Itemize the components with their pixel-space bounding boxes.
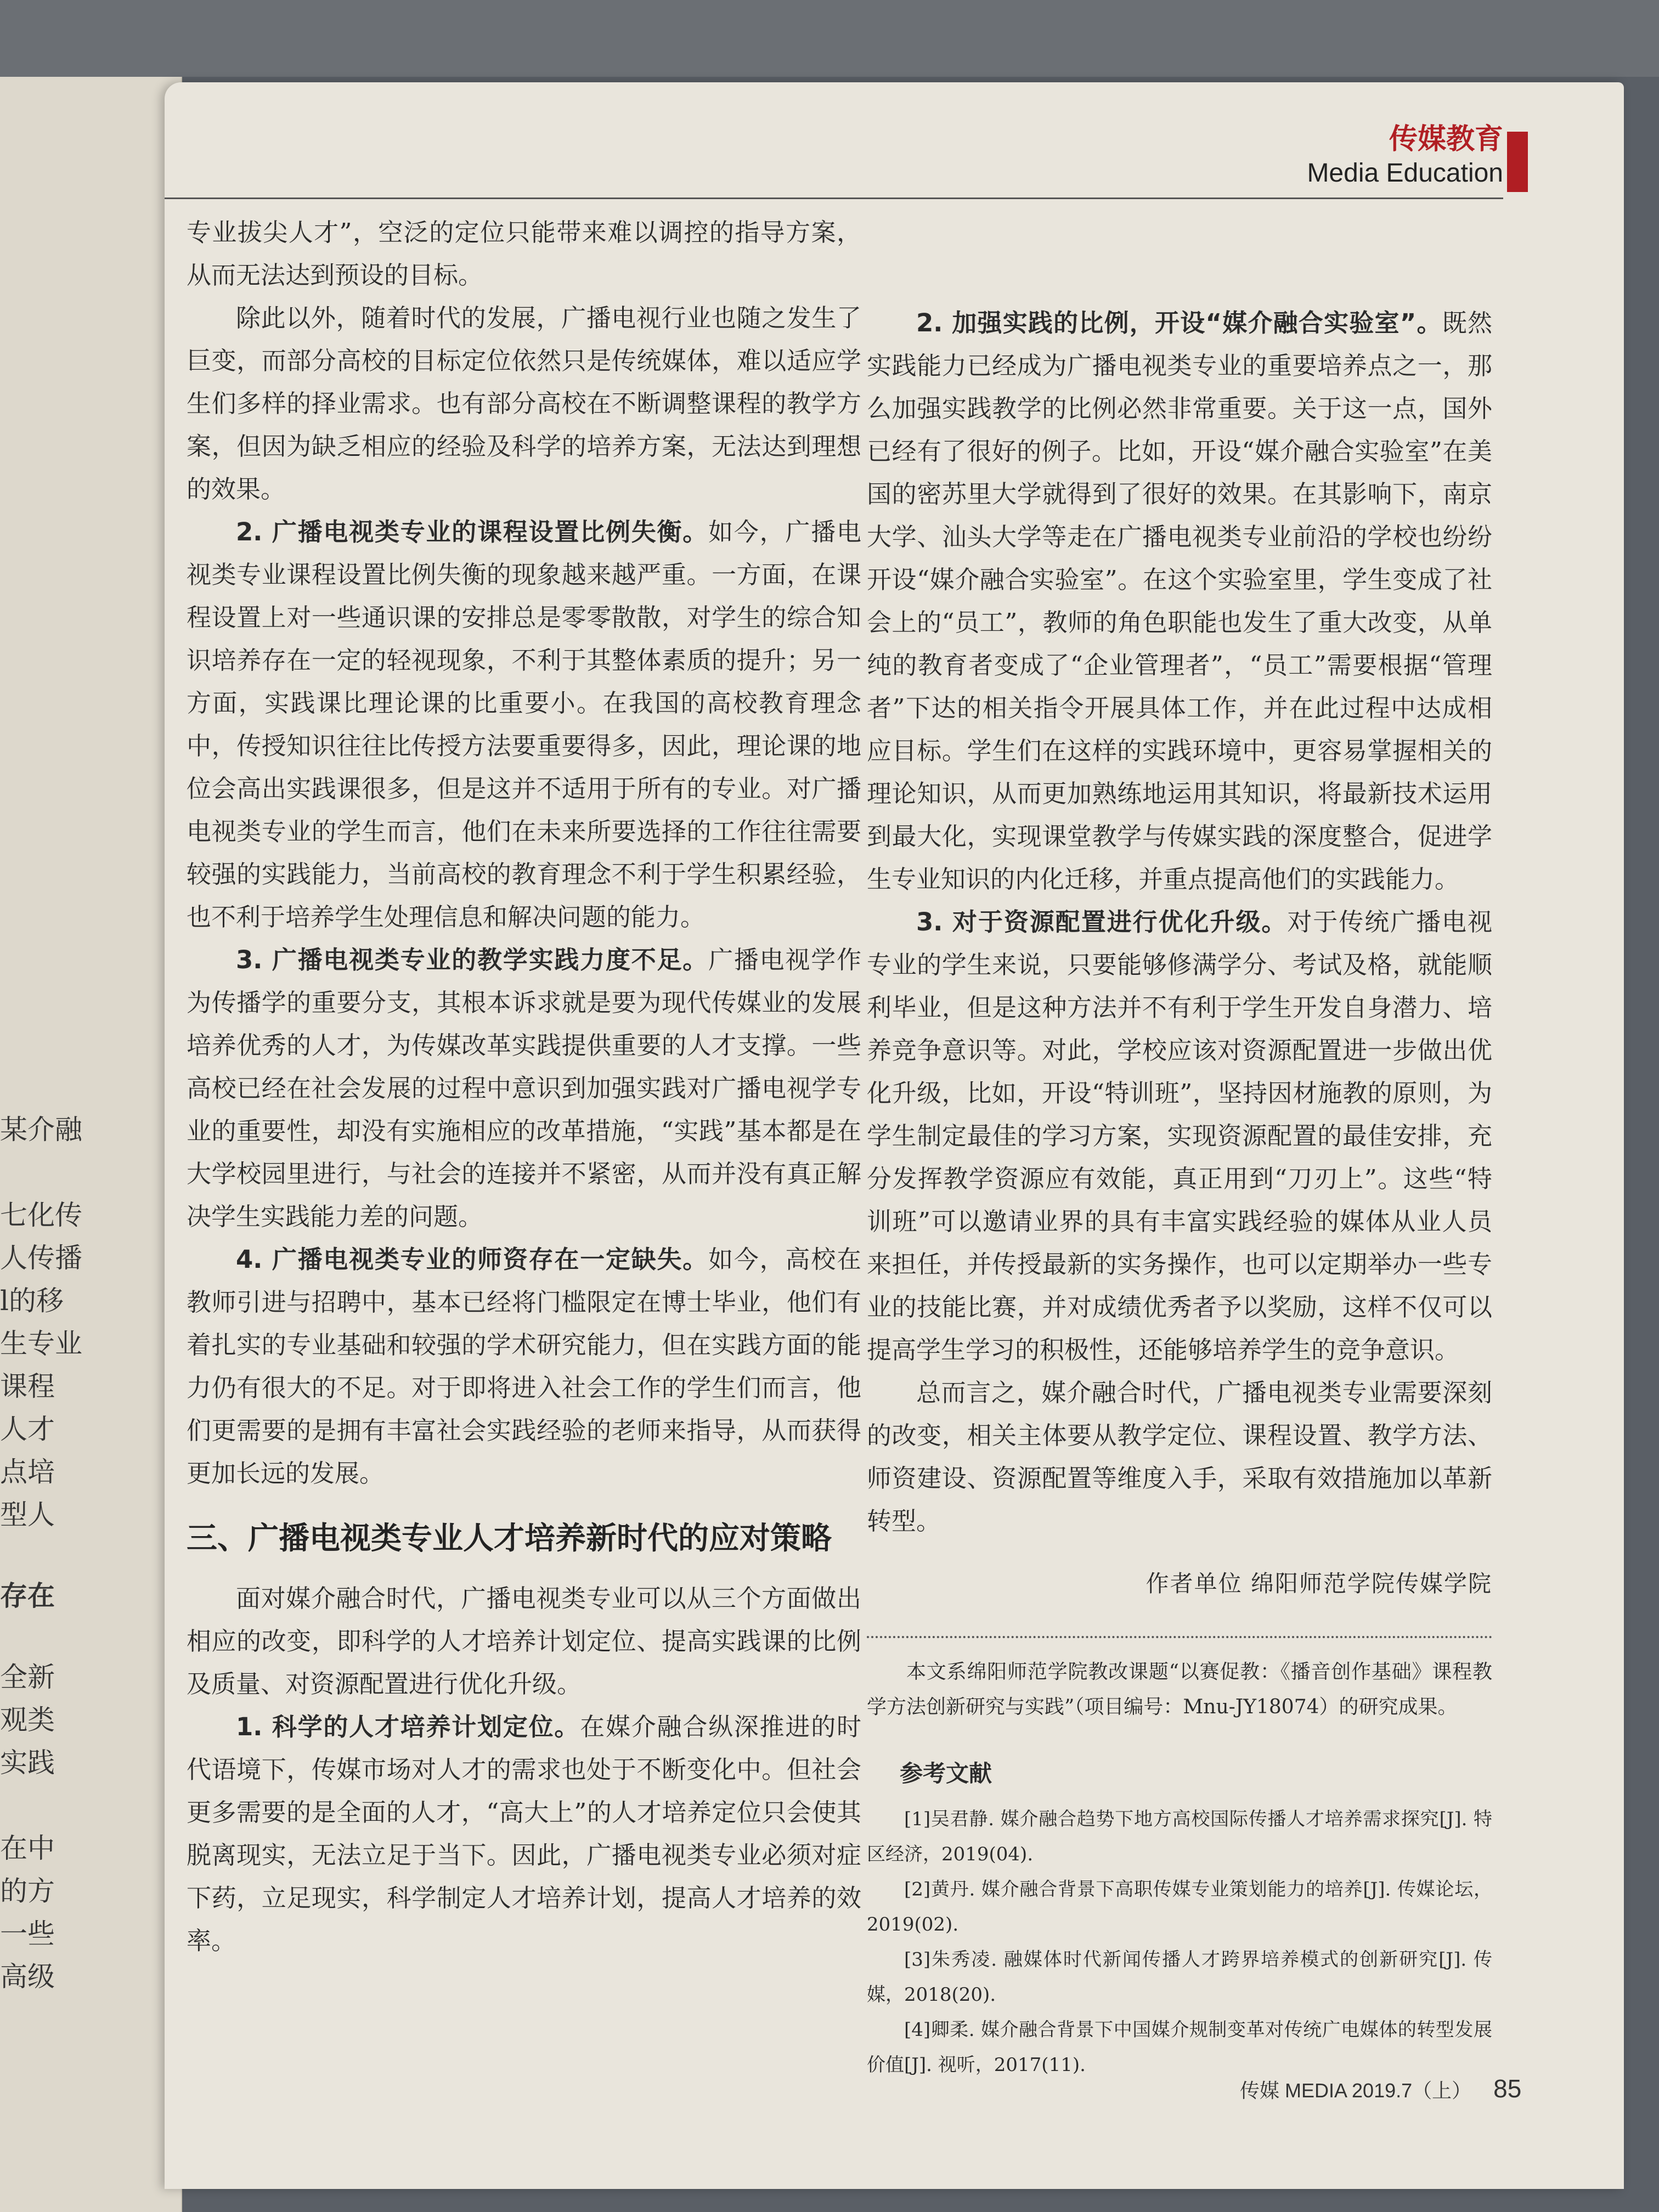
left-fragment: 七化传 [0,1199,82,1231]
paragraph: 1. 科学的人才培养计划定位。在媒介融合纵深推进的时代语境下，传媒市场对人才的需求也处于不断变化中。但社会更多需要的是全面的人才，“高大上”的人才培养定位只会使其脱离现实，无法立足于当下。因此，广播电视类专业必须对症下药，立足现实，科学制定人才培养计划，提高人才培养的效率。 [187,1712,861,1955]
reference-item: [2]黄丹. 媒介融合背景下高职传媒专业策划能力的培养[J]. 传媒论坛，2019(02). [867,1878,1492,1936]
subheading: 2. 加强实践的比例，开设“媒介融合实验室”。 [916,308,1442,337]
paragraph: 4. 广播电视类专业的师资存在一定缺失。如今，高校在教师引进与招聘中，基本已经将门槛限定在博士毕业，他们有着扎实的专业基础和较强的学术研究能力，但在实践方面的能力仍有很大的不足。对于即将进入社会工作的学生们而言，他们更需要的是拥有丰富社会实践经验的老师来指导，从而获得更加长远的发展。 [187,1245,861,1488]
author-affiliation: 作者单位 绵阳师范学院传媒学院 [1146,1570,1492,1597]
section-title-en: Media Education [1307,159,1503,188]
left-fragment: 型人 [0,1499,55,1531]
dotted-divider [867,1636,1492,1638]
left-fragment: 存在 [0,1579,55,1612]
left-fragment: 高级 [0,1961,55,1993]
header-rule [165,198,1503,199]
background-dark [0,0,1659,77]
subheading: 3. 对于资源配置进行优化升级。 [916,907,1288,936]
paragraph: 3. 对于资源配置进行优化升级。对于传统广播电视专业的学生来说，只要能够修满学分、考试及格，就能顺利毕业，但是这种方法并不有利于学生开发自身潜力、培养竞争意识等。对此，学校应该对资源配置进一步做出优化升级，比如，开设“特训班”，坚持因材施教的原则，为学生制定最佳的学习方案，实现资源配置的最佳安排，充分发挥教学资源应有效能，真正用到“刀刃上”。这些“特训班”可以邀请业界的具有丰富实践经验的媒体从业人员来担任，并传授最新的实务操作，也可以定期举办一些专业的技能比赛，并对成绩优秀者予以奖励，这样不仅可以提高学生学习的积极性，还能够培养学生的竞争意识。 [867,907,1492,1364]
paragraph: 面对媒介融合时代，广播电视类专业可以从三个方面做出相应的改变，即科学的人才培养计划定位、提高实践课的比例及质量、对资源配置进行优化升级。 [187,1584,861,1699]
left-fragment: 实践 [0,1747,55,1779]
journal-info: 传媒 MEDIA 2019.7（上） [1240,2079,1472,2102]
left-fragment: 全新 [0,1661,55,1693]
subheading: 4. 广播电视类专业的师资存在一定缺失。 [236,1245,709,1274]
left-fragment: 点培 [0,1456,55,1488]
subheading: 1. 科学的人才培养计划定位。 [236,1712,580,1741]
left-column [187,211,861,1962]
left-fragment: 一些 [0,1918,55,1950]
section-title-cn: 传媒教育 [1389,123,1503,156]
page-footer [1240,2074,1521,2103]
left-page [0,77,182,2212]
header-accent-bar [1507,132,1528,192]
subheading: 2. 广播电视类专业的课程设置比例失衡。 [236,517,709,546]
left-fragment: 课程 [0,1370,55,1402]
left-fragment: 人才 [0,1413,55,1445]
subheading: 3. 广播电视类专业的教学实践力度不足。 [236,945,709,974]
paragraph: 总而言之，媒介融合时代，广播电视类专业需要深刻的改变，相关主体要从教学定位、课程设置、教学方法、师资建设、资源配置等维度入手，采取有效措施加以革新转型。 [867,1378,1492,1536]
right-column [867,302,1492,2083]
reference-item: [3]朱秀凌. 融媒体时代新闻传播人才跨界培养模式的创新研究[J]. 传媒，2018(20). [867,1949,1492,2006]
left-fragment: 的方 [0,1875,55,1907]
references-title: 参考文献 [900,1760,992,1787]
page-number: 85 [1493,2074,1522,2103]
funding-note: 本文系绵阳师范学院教改课题“以赛促教：《播音创作基础》课程教学方法创新研究与实践”（项目编号：Mnu-JY18074）的研究成果。 [867,1661,1492,1718]
left-fragment: l的移 [0,1285,64,1317]
paragraph: 专业拔尖人才”，空泛的定位只能带来难以调控的指导方案，从而无法达到预设的目标。 [187,218,861,290]
paragraph: 3. 广播电视类专业的教学实践力度不足。广播电视学作为传播学的重要分支，其根本诉求就是要为现代传媒业的发展培养优秀的人才，为传媒改革实践提供重要的人才支撑。一些高校已经在社会发展的过程中意识到加强实践对广播电视学专业的重要性，却没有实施相应的改革措施，“实践”基本都是在大学校园里进行，与社会的连接并不紧密，从而并没有真正解决学生实践能力差的问题。 [187,945,861,1231]
paragraph: 2. 广播电视类专业的课程设置比例失衡。如今，广播电视类专业课程设置比例失衡的现象越来越严重。一方面，在课程设置上对一些通识课的安排总是零零散散，对学生的综合知识培养存在一定的轻视现象，不利于其整体素质的提升；另一方面，实践课比理论课的比重要小。在我国的高校教育理念中，传授知识往往比传授方法要重要得多，因此，理论课的地位会高出实践课很多，但是这并不适用于所有的专业。对广播电视类专业的学生而言，他们在未来所要选择的工作往往需要较强的实践能力，当前高校的教育理念不利于学生积累经验，也不利于培养学生处理信息和解决问题的能力。 [187,517,861,932]
reference-item: [4]卿柔. 媒介融合背景下中国媒介规制变革对传统广电媒体的转型发展价值[J]. 视听，2017(11). [867,2019,1492,2076]
reference-item: [1]吴君静. 媒介融合趋势下地方高校国际传播人才培养需求探究[J]. 特区经济，2019(04). [867,1808,1492,1865]
paragraph: 除此以外，随着时代的发展，广播电视行业也随之发生了巨变，而部分高校的目标定位依然只是传统媒体，难以适应学生们多样的择业需求。也有部分高校在不断调整课程的教学方案，但因为缺乏相应的经验及科学的培养方案，无法达到理想的效果。 [187,303,861,504]
section-header [1307,122,1503,190]
left-fragment: 观类 [0,1704,55,1736]
left-fragment: 在中 [0,1832,55,1864]
left-fragment: 人传播 [0,1242,82,1274]
left-fragment: 生专业 [0,1328,82,1359]
left-page-fragments [0,1108,165,1998]
section-heading: 三、广播电视类专业人才培养新时代的应对策略 [187,1521,832,1556]
magazine-page [165,82,1624,2189]
left-fragment: 某介融 [0,1114,82,1146]
paragraph: 2. 加强实践的比例，开设“媒介融合实验室”。既然实践能力已经成为广播电视类专业的重要培养点之一，那么加强实践教学的比例必然非常重要。关于这一点，国外已经有了很好的例子。比如，开设“媒介融合实验室”在美国的密苏里大学就得到了很好的效果。在其影响下，南京大学、汕头大学等走在广播电视类专业前沿的学校也纷纷开设“媒介融合实验室”。在这个实验室里，学生变成了社会上的“员工”，教师的角色职能也发生了重大改变，从单纯的教育者变成了“企业管理者”，“员工”需要根据“管理者”下达的相关指令开展具体工作，并在此过程中达成相应目标。学生们在这样的实践环境中，更容易掌握相关的理论知识，从而更加熟练地运用其知识，将最新技术运用到最大化，实现课堂教学与传媒实践的深度整合，促进学生专业知识的内化迁移，并重点提高他们的实践能力。 [867,308,1492,894]
